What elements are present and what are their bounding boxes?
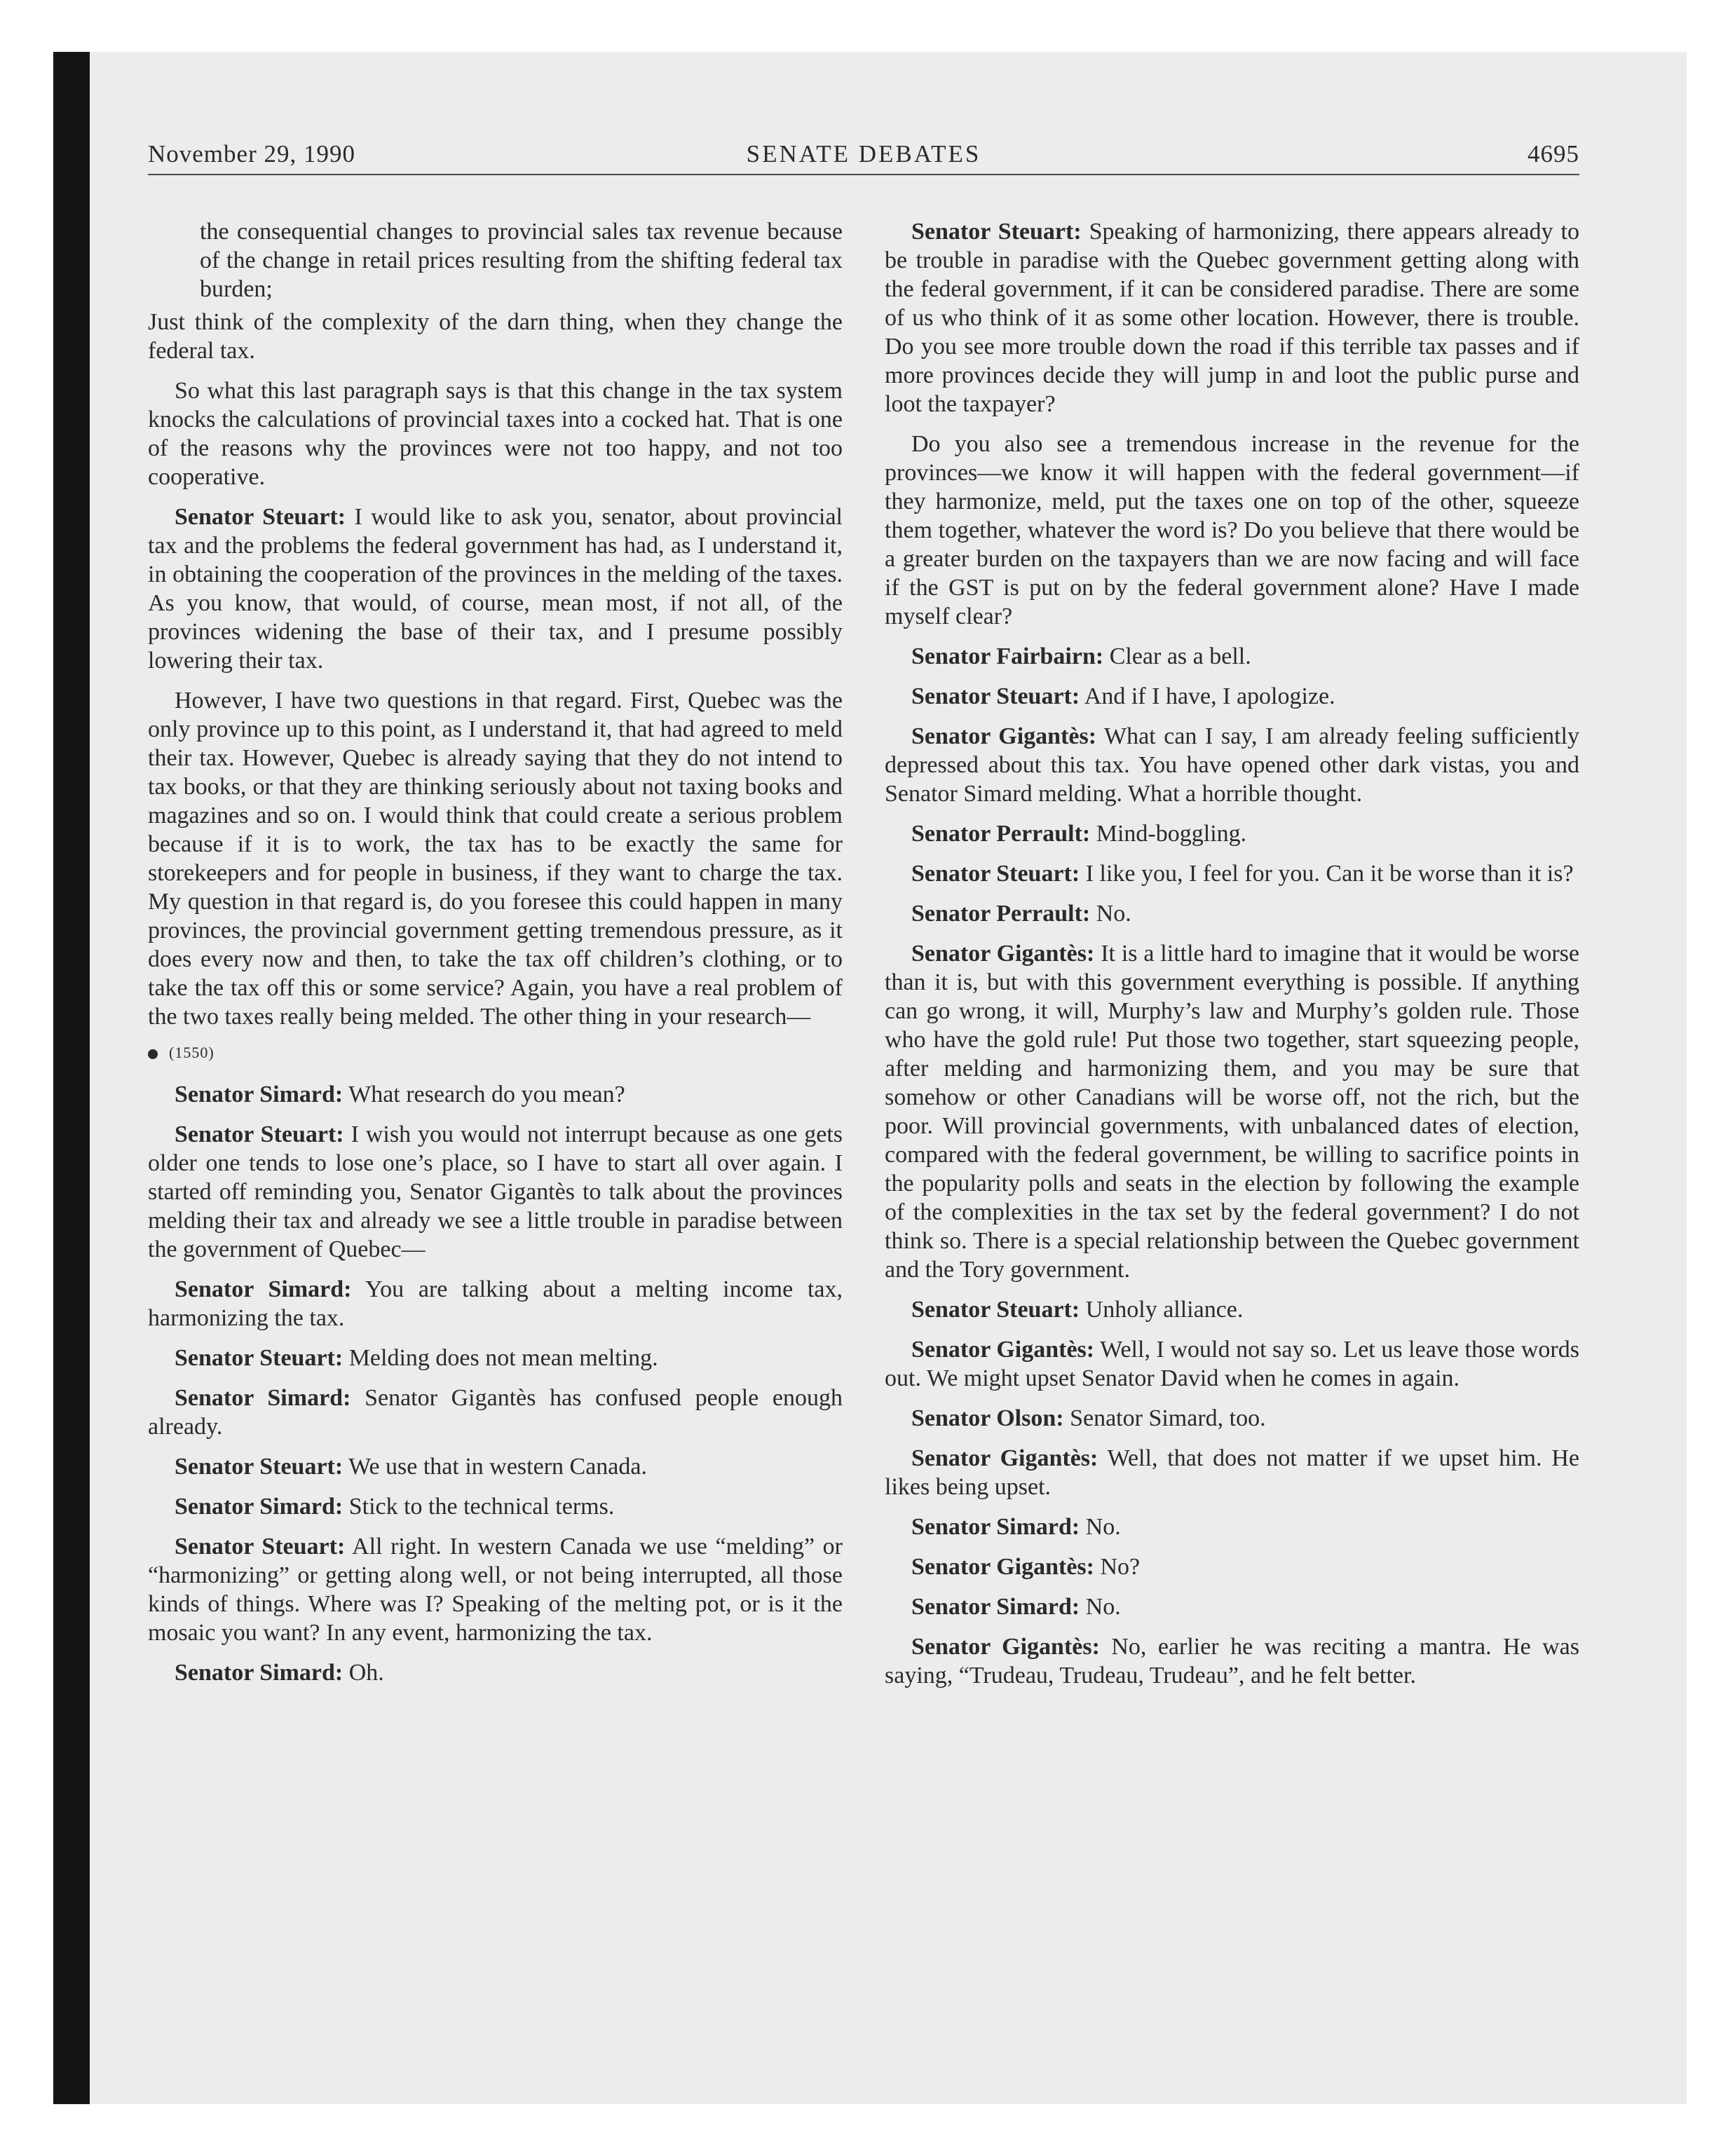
speech-text: No, earlier he was reciting a mantra. He was saying, “Trudeau, Trudeau, Trudeau”, and he felt better. [885, 1634, 1579, 1688]
speech-text: We use that in western Canada. [343, 1454, 647, 1480]
speech [885, 1513, 1579, 1541]
speech-text: Stick to the technical terms. [343, 1494, 615, 1520]
speech [885, 1444, 1579, 1501]
speaker-name: Senator Steuart: [911, 1297, 1080, 1323]
speech-text: Unholy alliance. [1080, 1297, 1244, 1323]
speech [148, 1344, 843, 1372]
speaker-name: Senator Simard: [175, 1082, 343, 1107]
speaker-name: Senator Steuart: [911, 219, 1082, 245]
speech [148, 1275, 843, 1332]
speech-text: No? [1094, 1554, 1141, 1580]
time-marker [148, 1042, 843, 1063]
paragraph: So what this last paragraph says is that this change in the tax system knocks the calculations of provincial taxes into a cocked hat. That is one of the reasons why the provinces were not too happy, and not too cooperative. [148, 378, 843, 490]
speech-text: No. [1080, 1594, 1121, 1620]
speaker-name: Senator Perrault: [911, 901, 1091, 927]
speech [885, 722, 1579, 808]
speaker-name: Senator Simard: [911, 1594, 1080, 1620]
speech-text: And if I have, I apologize. [1080, 683, 1335, 709]
speech-text: All right. In western Canada we use “melding” or “harmonizing” or getting along well, or not being interrupted, all those kinds of things. Where was I? Speaking of the melting pot, or is it the mosaic you want? In any event, harmonizing the tax. [148, 1534, 843, 1646]
speaker-name: Senator Gigantès: [911, 1445, 1098, 1471]
speaker-name: Senator Steuart: [175, 504, 346, 530]
speaker-name: Senator Gigantès: [911, 723, 1097, 749]
speaker-name: Senator Gigantès: [911, 1634, 1100, 1660]
speech [148, 503, 843, 675]
speech-text: No. [1080, 1514, 1121, 1540]
speech [885, 1553, 1579, 1581]
speech [885, 682, 1579, 711]
speech [885, 1335, 1579, 1393]
speech [885, 819, 1579, 848]
right-column [885, 217, 1579, 1701]
speaker-name: Senator Simard: [911, 1514, 1080, 1540]
speaker-name: Senator Simard: [175, 1660, 343, 1686]
speaker-name: Senator Gigantès: [911, 941, 1095, 967]
speech [885, 1295, 1579, 1324]
speech-text: Senator Gigantès has confused people enough already. [148, 1385, 843, 1440]
speech [148, 1452, 843, 1481]
time-marker-text: (1550) [169, 1044, 215, 1061]
speech [885, 939, 1579, 1284]
speech [885, 1632, 1579, 1690]
speech-text: Oh. [343, 1660, 384, 1686]
speech [885, 1404, 1579, 1433]
quoted-text: the consequential changes to provincial sales tax revenue because of the change in retail prices resulting from the shifting federal tax burden; [200, 219, 843, 302]
speech-text: What can I say, I am already feeling sufficiently depressed about this tax. You have opened other dark vistas, you and Senator Simard melding. What a horrible thought. [885, 723, 1579, 807]
speaker-name: Senator Simard: [175, 1385, 351, 1411]
speaker-name: Senator Simard: [175, 1494, 343, 1520]
speech [885, 859, 1579, 888]
paragraph: However, I have two questions in that regard. First, Quebec was the only province up to this point, as I understand it, that had agreed to meld their tax. However, Quebec is already saying that they do not intend to tax books, or that they are thinking seriously about not taxing books and magazines and so on. I would think that could create a serious problem because if it is to work, the tax has to be exactly the same for storekeepers and for people in business, if they want to charge the tax. My question in that regard is, do you foresee this could happen in many provinces, the provincial government getting tremendous pressure, as it does every now and then, to take the tax off children’s clothing, or to take the tax off this or some service? Again, you have a real problem of the two taxes really being melded. The other thing in your research— [148, 688, 843, 1030]
speech-text: Senator Simard, too. [1063, 1405, 1266, 1431]
speech [148, 1492, 843, 1521]
speech-text: Well, that does not matter if we upset him. He likes being upset. [885, 1445, 1579, 1500]
bullet-icon [148, 1049, 158, 1059]
speaker-name: Senator Steuart: [175, 1345, 343, 1371]
speech-text: Clear as a bell. [1103, 643, 1251, 669]
speech [148, 1120, 843, 1264]
binding-edge-shadow [53, 52, 90, 2104]
page-number: 4695 [1528, 140, 1579, 168]
speaker-name: Senator Steuart: [175, 1454, 343, 1480]
speech-text: I would like to ask you, senator, about provincial tax and the problems the federal government has had, as I understand it, in obtaining the cooperation of the provinces in the melding of the taxes. As you know, that would, of course, mean most, if not all, of the provinces widening the base of their tax, and I presume possibly lowering their tax. [148, 504, 843, 674]
speaker-name: Senator Gigantès: [911, 1337, 1095, 1363]
speaker-name: Senator Gigantès: [911, 1554, 1094, 1580]
speech-text: Well, I would not say so. Let us leave those words out. We might upset Senator David when he comes in again. [885, 1337, 1579, 1391]
document-page [148, 140, 1579, 2075]
speech-text: No. [1090, 901, 1131, 927]
speech-text: I wish you would not interrupt because as one gets older one tends to lose one’s place, so I have to start all over again. I started off reminding you, Senator Gigantès to talk about the provinces melding their tax and already we see a little trouble in paradise between the government of Quebec— [148, 1121, 843, 1262]
speech [148, 1532, 843, 1647]
speech [885, 1592, 1579, 1621]
speaker-name: Senator Steuart: [911, 683, 1080, 709]
left-column [148, 217, 843, 1698]
speech-text: What research do you mean? [343, 1082, 625, 1107]
running-header [148, 140, 1579, 175]
speech-text: Mind-boggling. [1090, 821, 1247, 847]
speaker-name: Senator Perrault: [911, 821, 1091, 847]
speech [885, 899, 1579, 928]
speaker-name: Senator Steuart: [175, 1534, 346, 1560]
publication-title: SENATE DEBATES [746, 140, 981, 168]
speaker-name: Senator Steuart: [911, 861, 1080, 887]
speech [148, 1080, 843, 1109]
paragraph: Do you also see a tremendous increase in the revenue for the provinces—we know it will happen with the federal government—if they harmonize, meld, put the taxes one on top of the other, squeeze them together, whatever the word is? Do you believe that there would be a greater burden on the taxpayers than we are now facing and will face if the GST is put on by the federal government alone? Have I made myself clear? [885, 431, 1579, 629]
speech-text: Melding does not mean melting. [343, 1345, 658, 1371]
paragraph: Just think of the complexity of the darn thing, when they change the federal tax. [148, 309, 843, 364]
speech [148, 1384, 843, 1441]
speech-text: You are talking about a melting income tax, harmonizing the tax. [148, 1276, 843, 1331]
speech [885, 217, 1579, 418]
speaker-name: Senator Fairbairn: [911, 643, 1104, 669]
speaker-name: Senator Olson: [911, 1405, 1064, 1431]
speaker-name: Senator Steuart: [175, 1121, 344, 1147]
speech-text: Speaking of harmonizing, there appears already to be trouble in paradise with the Quebec government getting along with the federal government, if it can be considered paradise. There are some of us who think of it as some other location. However, there is trouble. Do you see more trouble down the road if this terrible tax passes and if more provinces decide they will jump in and loot the public purse and loot the taxpayer? [885, 219, 1579, 417]
speech [148, 1658, 843, 1687]
speaker-name: Senator Simard: [175, 1276, 352, 1302]
speech-text: I like you, I feel for you. Can it be worse than it is? [1080, 861, 1574, 887]
speech-text: It is a little hard to imagine that it would be worse than it is, but with this government everything is possible. If anything can go wrong, it will, Murphy’s law and Murphy’s golden rule. Those who have the gold rule! Put those two together, start squeezing people, after melding and harmonizing them, and you may be sure that somehow or other Canadians will be worse off, not the rich, but the poor. Will provincial governments, with unbalanced dates of election, compared with the federal government, be willing to sacrifice points in the popularity polls and seats in the election by following the example of the complexities in the tax set by the federal government? I do not think so. There is a special relationship between the Quebec government and the Tory government. [885, 941, 1580, 1283]
header-date: November 29, 1990 [148, 140, 355, 168]
speech [885, 642, 1579, 671]
